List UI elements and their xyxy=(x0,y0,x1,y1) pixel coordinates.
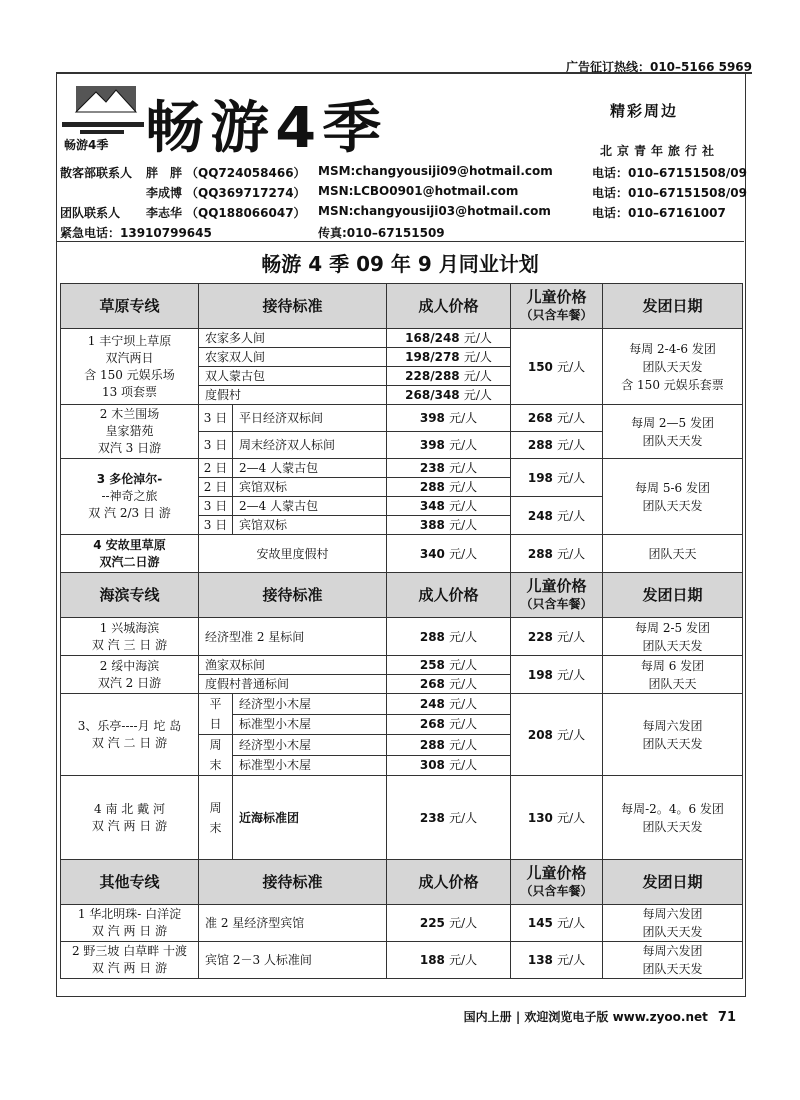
brand-title: 畅游4季 xyxy=(145,96,388,161)
table-cell: 340 元/人 xyxy=(387,535,511,573)
table-cell: 198 元/人 xyxy=(511,656,603,694)
route-cell: 4 南 北 戴 河 双 汽 两 日 游 xyxy=(61,776,199,860)
table-cell: 198 元/人 xyxy=(511,459,603,497)
slogan: 精彩周边 xyxy=(610,102,679,120)
route-cell: 2 野三坡 白草畔 十渡 双 汽 两 日 游 xyxy=(61,942,199,979)
col-header-adult: 成人价格 xyxy=(387,860,511,905)
table-cell: 农家双人间 xyxy=(199,348,387,367)
table-cell: 3 日 xyxy=(199,516,233,535)
table-cell: 3 日 xyxy=(199,497,233,516)
col-header-standard: 接待标准 xyxy=(199,573,387,618)
table-cell: 130 元/人 xyxy=(511,776,603,860)
table-cell: 宾馆 2－3 人标准间 xyxy=(199,942,387,979)
table-cell: 2 日 xyxy=(199,478,233,497)
table-cell: 398 元/人 xyxy=(387,405,511,432)
date-cell: 每周六发团 团队天天发 xyxy=(603,694,743,776)
contact-msn: MSN:changyousiji03@hotmail.com xyxy=(318,204,551,218)
table-cell: 268 元/人 xyxy=(511,405,603,432)
table-cell: 238 元/人 xyxy=(387,459,511,478)
table-cell: 268 元/人 xyxy=(387,675,511,694)
table-cell: 周末经济双人标间 xyxy=(233,432,387,459)
contact-qq: （QQ369717274） xyxy=(186,186,306,200)
table-cell: 度假村 xyxy=(199,386,387,405)
contact-qq: （QQ724058466） xyxy=(186,166,306,180)
table-cell: 288 元/人 xyxy=(511,432,603,459)
table-cell: 208 元/人 xyxy=(511,694,603,776)
table-cell: 258 元/人 xyxy=(387,656,511,675)
table-cell: 3 日 xyxy=(199,432,233,459)
route-cell: 1 丰宁坝上草原 双汽两日 含 150 元娱乐场 13 项套票 xyxy=(61,329,199,405)
table-cell: 268/348 元/人 xyxy=(387,386,511,405)
route-cell: 2 绥中海滨 双汽 2 日游 xyxy=(61,656,199,694)
table-cell: 3 日 xyxy=(199,405,233,432)
table-cell: 经济型准 2 星标间 xyxy=(199,618,387,656)
contact-divider xyxy=(56,241,744,242)
table-cell: 经济型小木屋 xyxy=(233,694,387,715)
col-header-date: 发团日期 xyxy=(603,860,743,905)
contact-phone: 电话：010–67151508/09 xyxy=(592,166,747,180)
table-cell: 225 元/人 xyxy=(387,905,511,942)
table-cell: 288 元/人 xyxy=(511,535,603,573)
contact-msn: MSN:LCBO0901@hotmail.com xyxy=(318,184,519,198)
table-cell: 经济型小木屋 xyxy=(233,735,387,756)
col-header-date: 发团日期 xyxy=(603,284,743,329)
table-cell: 标准型小木屋 xyxy=(233,714,387,735)
table-cell: 288 元/人 xyxy=(387,478,511,497)
table-cell: 平日经济双标间 xyxy=(233,405,387,432)
contact-name: 李成博 xyxy=(146,186,183,200)
table-cell: 2 日 xyxy=(199,459,233,478)
contact-name: 胖 胖 xyxy=(146,166,183,180)
table-cell: 宾馆双标 xyxy=(233,478,387,497)
route-cell: 1 兴城海滨 双 汽 三 日 游 xyxy=(61,618,199,656)
footer-text: 国内上册 | 欢迎浏览电子版 www.zyoo.net xyxy=(463,1010,708,1024)
date-cell: 每周 5-6 发团 团队天天发 xyxy=(603,459,743,535)
date-cell: 每周六发团 团队天天发 xyxy=(603,942,743,979)
table-cell: 228/288 元/人 xyxy=(387,367,511,386)
date-cell: 团队天天 xyxy=(603,535,743,573)
table-cell: 228 元/人 xyxy=(511,618,603,656)
route-cell: 3 多伦淖尔- --神奇之旅 双 汽 2/3 日 游 xyxy=(61,459,199,535)
date-cell: 每周 6 发团 团队天天 xyxy=(603,656,743,694)
section-header-seaside xyxy=(61,573,743,618)
col-header-child: 儿童价格 （只含车餐） xyxy=(511,573,603,618)
table-cell: 388 元/人 xyxy=(387,516,511,535)
table-row xyxy=(61,535,743,573)
date-cell: 每周六发团 团队天天发 xyxy=(603,905,743,942)
contact-label-group: 团队联系人 xyxy=(60,206,121,220)
route-cell: 3、乐亭----月 坨 岛 双 汽 二 日 游 xyxy=(61,694,199,776)
table-cell: 348 元/人 xyxy=(387,497,511,516)
weekend-label: 周 末 xyxy=(199,735,233,776)
table-cell: 238 元/人 xyxy=(387,776,511,860)
table-cell: 168/248 元/人 xyxy=(387,329,511,348)
date-cell: 每周 2-4-6 发团 团队天天发 含 150 元娱乐套票 xyxy=(603,329,743,405)
section-title: 其他专线 xyxy=(61,860,199,905)
col-header-adult: 成人价格 xyxy=(387,284,511,329)
table-cell: 248 元/人 xyxy=(511,497,603,535)
date-cell: 每周-2。4。6 发团 团队天天发 xyxy=(603,776,743,860)
section-title: 草原专线 xyxy=(61,284,199,329)
table-row xyxy=(61,905,743,942)
table-cell: 2—4 人蒙古包 xyxy=(233,497,387,516)
section-header-other xyxy=(61,860,743,905)
table-cell: 308 元/人 xyxy=(387,755,511,776)
table-row xyxy=(61,942,743,979)
table-cell: 198/278 元/人 xyxy=(387,348,511,367)
page-number: 71 xyxy=(717,1010,736,1025)
table-cell: 渔家双标间 xyxy=(199,656,387,675)
table-cell: 150 元/人 xyxy=(511,329,603,405)
table-cell: 268 元/人 xyxy=(387,714,511,735)
route-cell: 2 木兰围场 皇家猎苑 双汽 3 日游 xyxy=(61,405,199,459)
footer xyxy=(464,1008,736,1025)
table-cell: 398 元/人 xyxy=(387,432,511,459)
emergency-phone: 紧急电话：13910799645 xyxy=(60,226,212,240)
table-row xyxy=(61,459,743,478)
table-cell: 宾馆双标 xyxy=(233,516,387,535)
contact-msn: MSM:changyousiji09@hotmail.com xyxy=(318,164,553,178)
contact-name: 李志华 xyxy=(146,206,183,220)
table-row xyxy=(61,656,743,675)
table-cell: 288 元/人 xyxy=(387,735,511,756)
weekday-label: 平 日 xyxy=(199,694,233,735)
contact-phone: 电话：010–67151508/09 xyxy=(592,186,747,200)
logo-caption: 畅游4季 xyxy=(64,138,109,152)
col-header-child: 儿童价格 （只含车餐） xyxy=(511,284,603,329)
plan-title: 畅游 4 季 09 年 9 月同业计划 xyxy=(261,252,539,276)
table-cell: 138 元/人 xyxy=(511,942,603,979)
table-cell: 248 元/人 xyxy=(387,694,511,715)
col-header-adult: 成人价格 xyxy=(387,573,511,618)
table-cell: 度假村普通标间 xyxy=(199,675,387,694)
section-header-grassland xyxy=(61,284,743,329)
table-cell: 145 元/人 xyxy=(511,905,603,942)
table-row xyxy=(61,694,743,715)
route-cell: 1 华北明珠- 白洋淀 双 汽 两 日 游 xyxy=(61,905,199,942)
table-row xyxy=(61,329,743,348)
table-cell: 2—4 人蒙古包 xyxy=(233,459,387,478)
section-title: 海滨专线 xyxy=(61,573,199,618)
table-cell: 农家多人间 xyxy=(199,329,387,348)
table-row xyxy=(61,405,743,432)
contact-phone: 电话：010–67161007 xyxy=(592,206,726,220)
route-cell: 4 安故里草原 双汽二日游 xyxy=(61,535,199,573)
ad-hotline: 广告征订热线：010–5166 5969 xyxy=(565,60,752,74)
table-cell: 准 2 星经济型宾馆 xyxy=(199,905,387,942)
agency-name: 北京青年旅行社 xyxy=(600,144,720,158)
col-header-date: 发团日期 xyxy=(603,573,743,618)
table-cell: 188 元/人 xyxy=(387,942,511,979)
weekend-label: 周 末 xyxy=(199,776,233,860)
table-row xyxy=(61,618,743,656)
fax: 传真:010–67151509 xyxy=(318,226,445,240)
contact-label-retail: 散客部联系人 xyxy=(60,166,133,180)
contact-qq: （QQ188066047） xyxy=(186,206,306,220)
tour-plan-table xyxy=(60,283,743,979)
col-header-standard: 接待标准 xyxy=(199,284,387,329)
table-cell: 288 元/人 xyxy=(387,618,511,656)
table-cell: 标准型小木屋 xyxy=(233,755,387,776)
date-cell: 每周 2—5 发团 团队天天发 xyxy=(603,405,743,459)
col-header-standard: 接待标准 xyxy=(199,860,387,905)
table-cell: 双人蒙古包 xyxy=(199,367,387,386)
col-header-child: 儿童价格 （只含车餐） xyxy=(511,860,603,905)
table-cell: 近海标准团 xyxy=(233,776,387,860)
table-row xyxy=(61,776,743,860)
date-cell: 每周 2-5 发团 团队天天发 xyxy=(603,618,743,656)
table-cell: 安故里度假村 xyxy=(199,535,387,573)
